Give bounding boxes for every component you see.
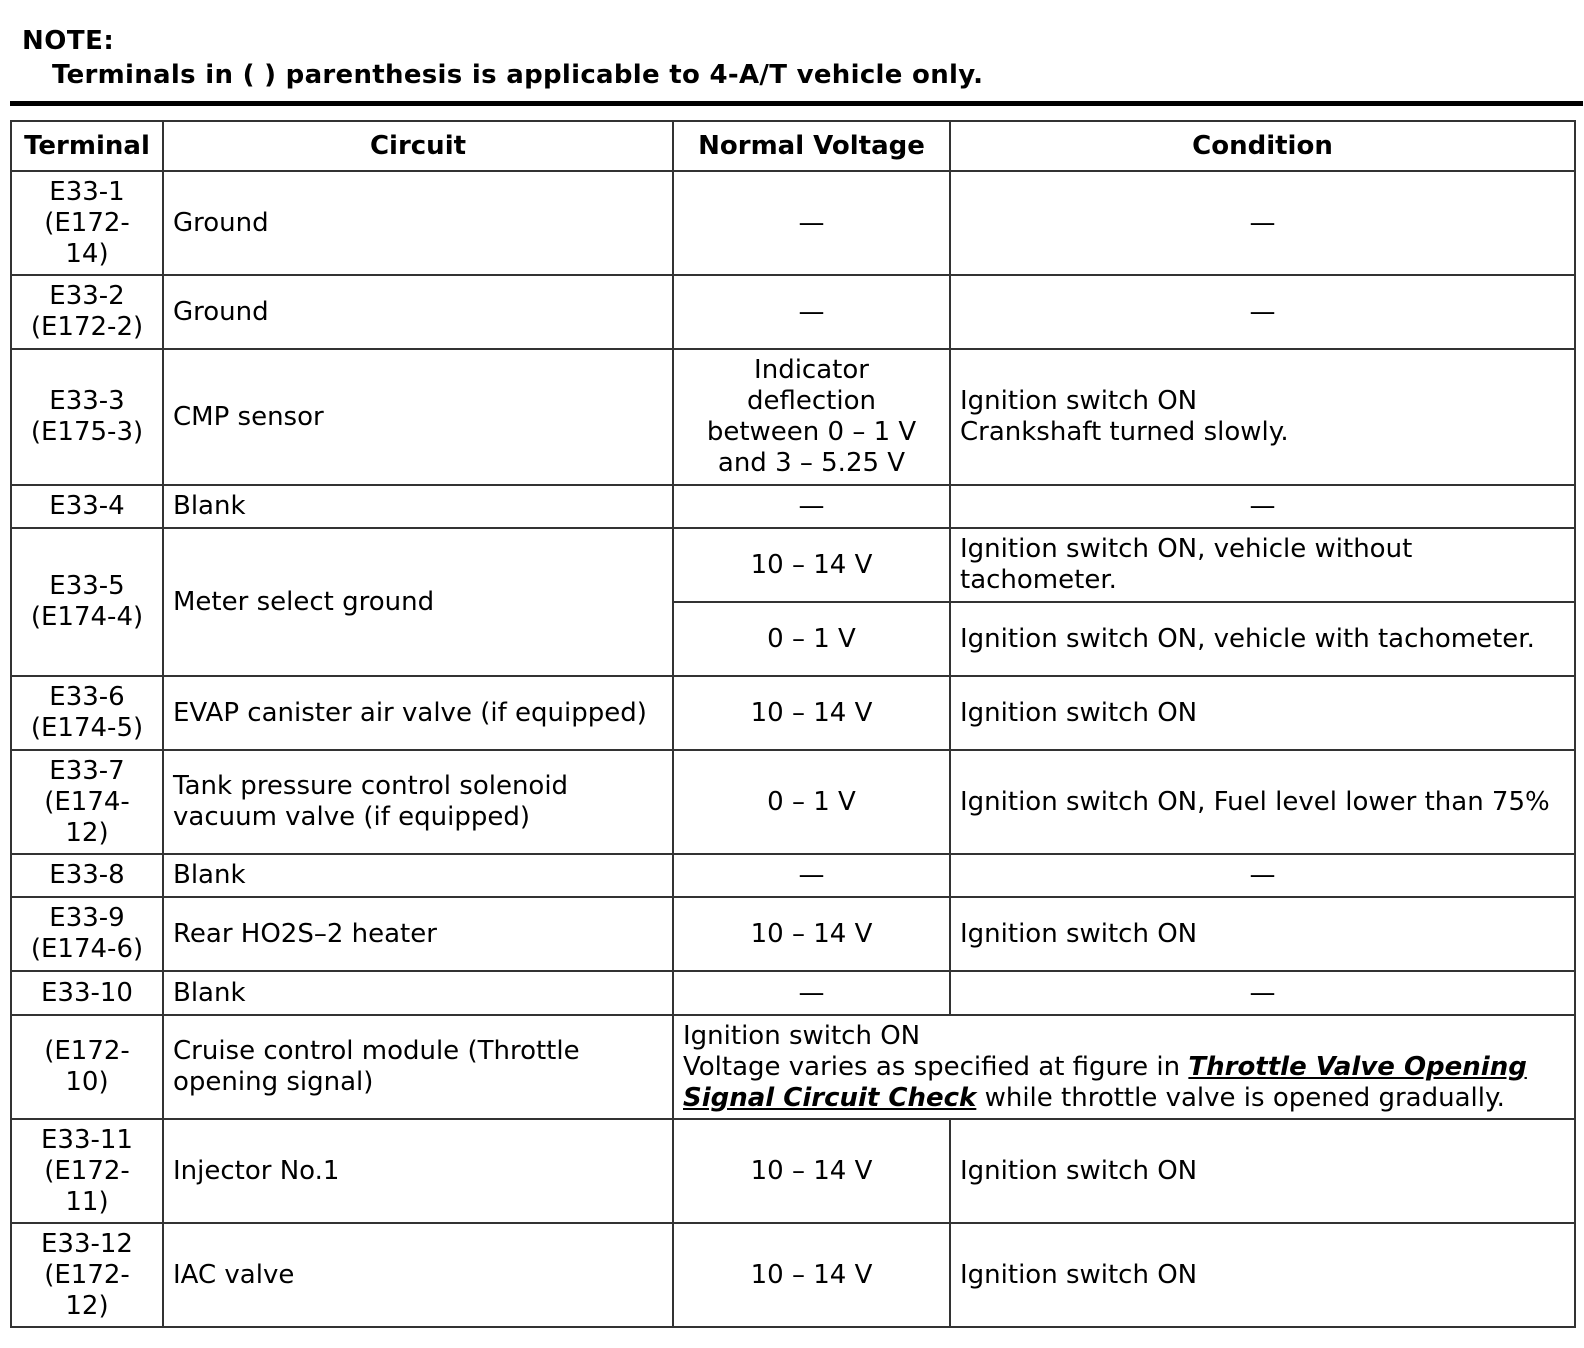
terminal-cell: E33-9 (E174-6) xyxy=(11,897,163,971)
condition-cell: Ignition switch ON xyxy=(950,897,1575,971)
voltage-cell: 10 – 14 V xyxy=(673,528,950,602)
condition-cell: Ignition switch ON xyxy=(950,1223,1575,1327)
terminal-cell: E33-8 xyxy=(11,854,163,897)
table-header-row xyxy=(11,121,1575,171)
voltage-cell: — xyxy=(673,971,950,1015)
table-row xyxy=(11,171,1575,275)
terminal-voltage-table xyxy=(10,120,1576,1328)
table-row xyxy=(11,897,1575,971)
terminal-cell: E33-3 (E175-3) xyxy=(11,349,163,485)
table-row xyxy=(11,750,1575,854)
circuit-cell: Meter select ground xyxy=(163,528,673,676)
divider-rule xyxy=(10,101,1583,106)
table-row xyxy=(11,1015,1575,1119)
voltage-cell: 10 – 14 V xyxy=(673,1223,950,1327)
header-normal-voltage: Normal Voltage xyxy=(673,121,950,171)
terminal-cell: E33-6 (E174-5) xyxy=(11,676,163,750)
voltage-cell: — xyxy=(673,275,950,349)
merged-condition-pre: Voltage varies as specified at figure in xyxy=(683,1051,1189,1082)
header-condition: Condition xyxy=(950,121,1575,171)
circuit-cell: EVAP canister air valve (if equipped) xyxy=(163,676,673,750)
terminal-cell: E33-12 (E172- 12) xyxy=(11,1223,163,1327)
condition-cell: Ignition switch ON, Fuel level lower than 75% xyxy=(950,750,1575,854)
condition-cell: Ignition switch ON, vehicle without tachometer. xyxy=(950,528,1575,602)
circuit-cell: CMP sensor xyxy=(163,349,673,485)
merged-condition-post: while throttle valve is opened gradually. xyxy=(976,1082,1505,1113)
throttle-valve-check-link[interactable]: Throttle Valve Opening Signal Circuit Check xyxy=(683,1051,1527,1113)
voltage-cell: 10 – 14 V xyxy=(673,1119,950,1223)
circuit-cell: Cruise control module (Throttle opening signal) xyxy=(163,1015,673,1119)
table-row xyxy=(11,528,1575,602)
circuit-cell: Ground xyxy=(163,275,673,349)
terminal-cell: E33-2 (E172-2) xyxy=(11,275,163,349)
voltage-cell: 0 – 1 V xyxy=(673,750,950,854)
table-row xyxy=(11,485,1575,528)
merged-condition-cell xyxy=(673,1015,1575,1119)
merged-condition-line1: Ignition switch ON xyxy=(683,1020,921,1051)
terminal-cell: E33-7 (E174- 12) xyxy=(11,750,163,854)
voltage-cell: — xyxy=(673,854,950,897)
condition-cell: Ignition switch ON, vehicle with tachometer. xyxy=(950,602,1575,676)
header-circuit: Circuit xyxy=(163,121,673,171)
condition-cell: — xyxy=(950,485,1575,528)
condition-cell: Ignition switch ON xyxy=(950,676,1575,750)
voltage-cell: Indicator deflection between 0 – 1 V and 3 – 5.25 V xyxy=(673,349,950,485)
circuit-cell: Blank xyxy=(163,854,673,897)
condition-cell: Ignition switch ON Crankshaft turned slowly. xyxy=(950,349,1575,485)
terminal-cell: E33-10 xyxy=(11,971,163,1015)
terminal-cell: (E172- 10) xyxy=(11,1015,163,1119)
table-row xyxy=(11,676,1575,750)
terminal-cell: E33-11 (E172- 11) xyxy=(11,1119,163,1223)
terminal-cell: E33-1 (E172- 14) xyxy=(11,171,163,275)
voltage-cell: — xyxy=(673,171,950,275)
voltage-cell: — xyxy=(673,485,950,528)
voltage-cell: 10 – 14 V xyxy=(673,676,950,750)
table-row xyxy=(11,1223,1575,1327)
table-row xyxy=(11,854,1575,897)
condition-cell: — xyxy=(950,854,1575,897)
note-heading: NOTE: xyxy=(22,26,115,56)
header-terminal: Terminal xyxy=(11,121,163,171)
circuit-cell: Injector No.1 xyxy=(163,1119,673,1223)
table-row xyxy=(11,349,1575,485)
circuit-cell: Rear HO2S–2 heater xyxy=(163,897,673,971)
table-row xyxy=(11,971,1575,1015)
circuit-cell: Ground xyxy=(163,171,673,275)
terminal-cell: E33-5 (E174-4) xyxy=(11,528,163,676)
circuit-cell: Blank xyxy=(163,971,673,1015)
circuit-cell: Blank xyxy=(163,485,673,528)
table-row xyxy=(11,1119,1575,1223)
condition-cell: — xyxy=(950,971,1575,1015)
condition-cell: — xyxy=(950,171,1575,275)
table-row xyxy=(11,275,1575,349)
circuit-cell: IAC valve xyxy=(163,1223,673,1327)
merged-condition-line2 xyxy=(683,1052,1565,1114)
note-text: Terminals in ( ) parenthesis is applicable to 4-A/T vehicle only. xyxy=(52,60,984,90)
condition-cell: — xyxy=(950,275,1575,349)
terminal-cell: E33-4 xyxy=(11,485,163,528)
circuit-cell: Tank pressure control solenoid vacuum valve (if equipped) xyxy=(163,750,673,854)
condition-cell: Ignition switch ON xyxy=(950,1119,1575,1223)
voltage-cell: 0 – 1 V xyxy=(673,602,950,676)
voltage-cell: 10 – 14 V xyxy=(673,897,950,971)
